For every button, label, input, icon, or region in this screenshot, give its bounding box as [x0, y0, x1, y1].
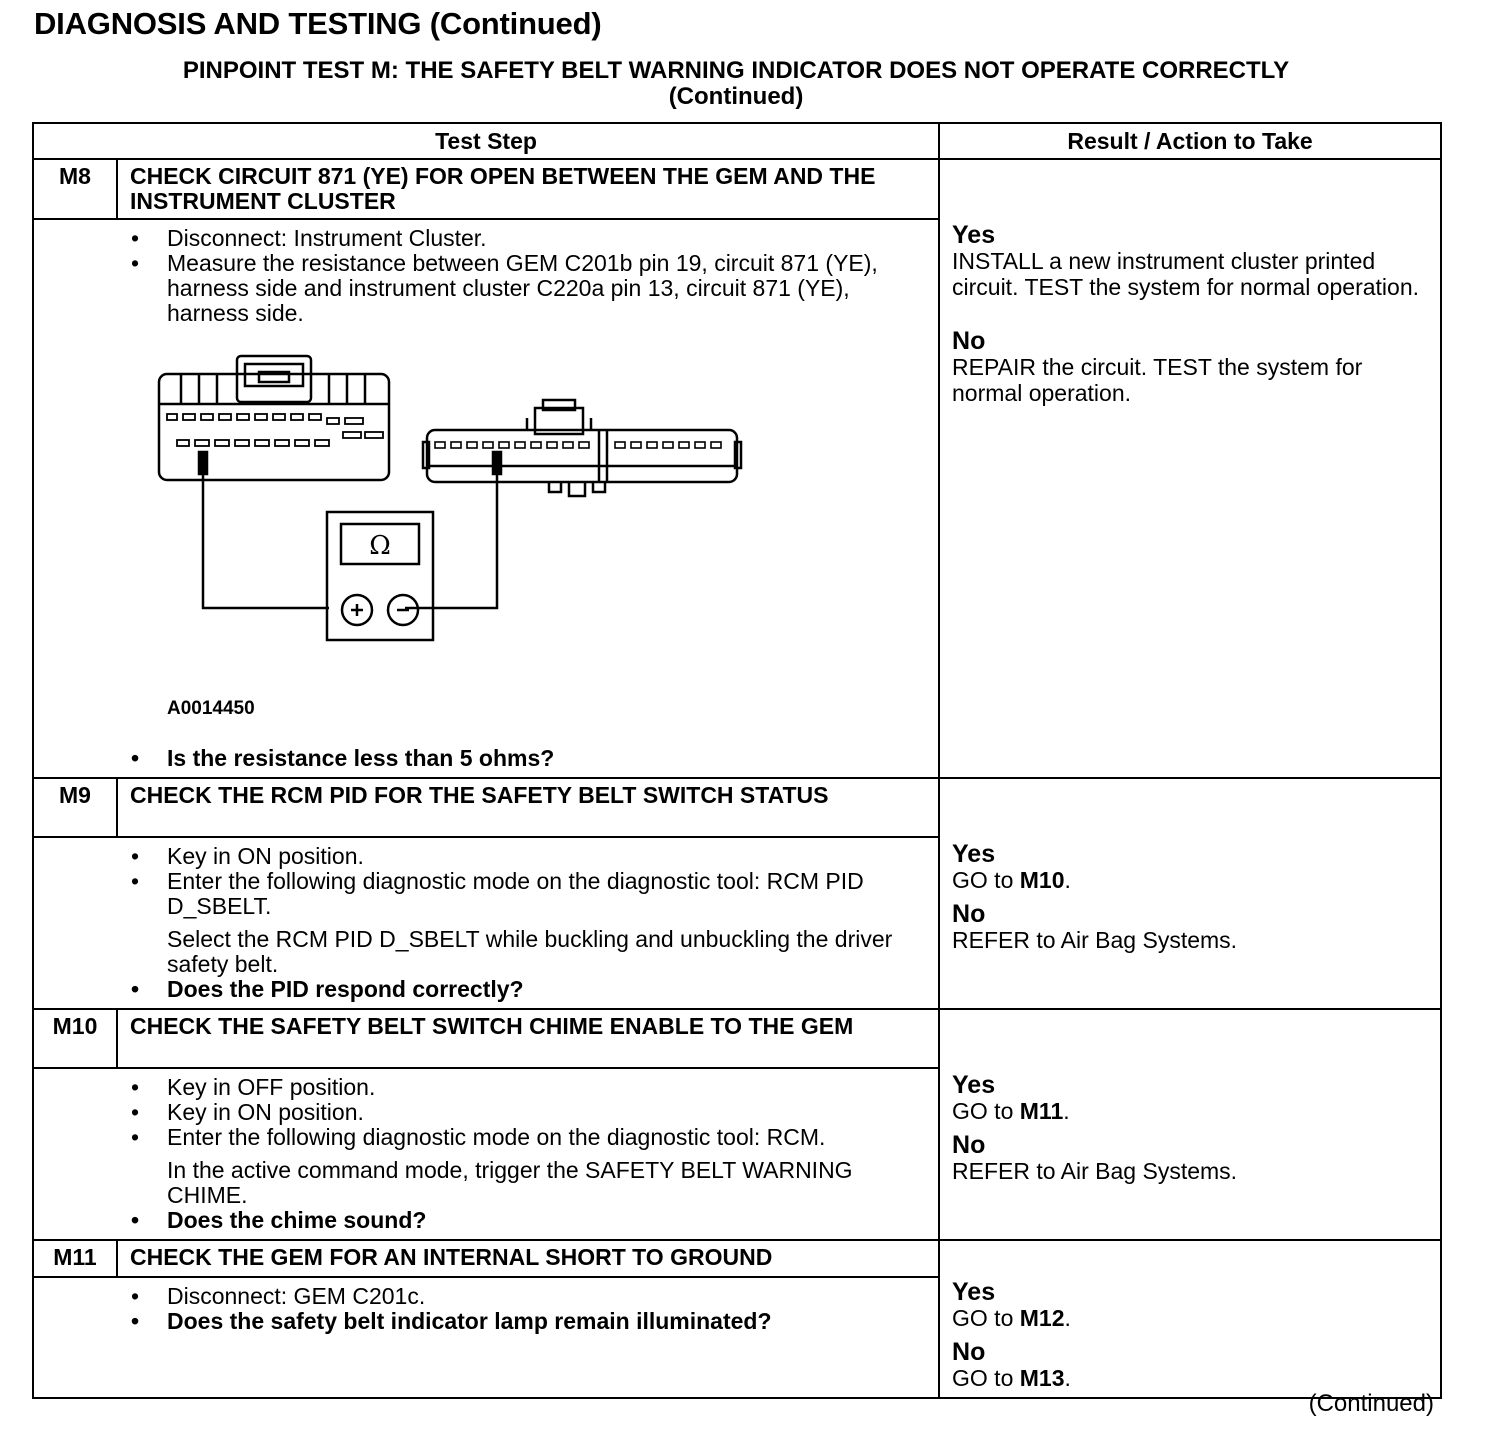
no-label: No — [952, 1131, 986, 1159]
step-ref[interactable]: M10 — [1019, 867, 1065, 893]
step-ref[interactable]: M12 — [1019, 1305, 1065, 1331]
gem-connector — [159, 374, 389, 480]
step-number: M9 — [33, 778, 117, 837]
cluster-connector — [427, 430, 737, 482]
pinpoint-test-table — [32, 122, 1442, 1399]
yes-label: Yes — [952, 1278, 996, 1306]
table-header-row — [33, 123, 1441, 159]
step-number: M8 — [33, 159, 117, 219]
step-m11-title-row — [33, 1240, 1441, 1277]
list-item: • Key in OFF position. — [167, 1075, 930, 1100]
list-item: • Enter the following diagnostic mode on the diagnostic tool: RCM. — [167, 1125, 930, 1150]
step-m8-title-row — [33, 159, 1441, 219]
step-m8-body — [117, 219, 939, 778]
connector-diagram — [129, 326, 749, 746]
list-item: • Disconnect: GEM C201c. — [167, 1284, 930, 1309]
step-note: In the active command mode, trigger the SAFETY BELT WARNING CHIME. — [167, 1157, 853, 1208]
step-title: CHECK THE SAFETY BELT SWITCH CHIME ENABLE TO THE GEM — [117, 1009, 939, 1068]
step-m9-result — [939, 778, 1441, 1009]
pinpoint-line-2: (Continued) — [668, 83, 804, 110]
no-action: REFER to Air Bag Systems. — [952, 927, 1238, 953]
pinpoint-line-1: PINPOINT TEST M: THE SAFETY BELT WARNING INDICATOR DOES NOT OPERATE CORRECTLY — [182, 57, 1290, 84]
list-item: • Does the safety belt indicator lamp remain illuminated? — [167, 1309, 930, 1334]
continued-footer: (Continued) — [1308, 1390, 1434, 1417]
no-action: REPAIR the circuit. TEST the system for normal operation. — [952, 354, 1363, 406]
step-title: CHECK THE RCM PID FOR THE SAFETY BELT SWITCH STATUS — [117, 778, 939, 837]
figure-id: A0014450 — [167, 698, 255, 719]
step-ref[interactable]: M11 — [1019, 1098, 1064, 1124]
step-m8-result — [939, 159, 1441, 778]
step-number: M10 — [33, 1009, 117, 1068]
result-header: Result / Action to Take — [939, 123, 1441, 159]
step-m10-body — [117, 1068, 939, 1240]
list-item: • Disconnect: Instrument Cluster. — [167, 226, 930, 251]
step-m11-result — [939, 1240, 1441, 1398]
pinpoint-test-title — [34, 58, 1438, 110]
no-label: No — [952, 327, 986, 355]
list-item: • Does the PID respond correctly? — [167, 977, 930, 1002]
list-item: • Measure the resistance between GEM C201b pin 19, circuit 871 (YE), harness side and instrument cluster C220a pin 13, circuit 871 (YE), harness side. — [167, 251, 930, 326]
step-title: CHECK CIRCUIT 871 (YE) FOR OPEN BETWEEN THE GEM AND THE INSTRUMENT CLUSTER — [117, 159, 939, 219]
ohm-symbol: Ω — [369, 531, 391, 561]
step-m9-body — [117, 837, 939, 1009]
yes-label: Yes — [952, 1071, 996, 1099]
list-item: • Key in ON position. — [167, 1100, 930, 1125]
yes-action: GO to M12. — [952, 1305, 1071, 1331]
step-m10-title-row — [33, 1009, 1441, 1068]
test-step-header: Test Step — [33, 123, 939, 159]
list-item: • Does the chime sound? — [167, 1208, 930, 1233]
list-item: • Enter the following diagnostic mode on the diagnostic tool: RCM PID D_SBELT. — [167, 869, 930, 919]
list-item: • Key in ON position. — [167, 844, 930, 869]
yes-label: Yes — [952, 221, 996, 249]
step-m9-title-row — [33, 778, 1441, 837]
yes-action: INSTALL a new instrument cluster printed circuit. TEST the system for normal operation. — [952, 248, 1420, 300]
no-action: REFER to Air Bag Systems. — [952, 1158, 1238, 1184]
yes-label: Yes — [952, 840, 996, 868]
step-title: CHECK THE GEM FOR AN INTERNAL SHORT TO GROUND — [117, 1240, 939, 1277]
yes-action: GO to M10. — [952, 867, 1071, 893]
step-m11-body — [117, 1277, 939, 1398]
step-ref[interactable]: M13 — [1019, 1365, 1065, 1391]
step-m10-result — [939, 1009, 1441, 1240]
no-label: No — [952, 1338, 986, 1366]
negative-lead — [203, 474, 329, 608]
no-action: GO to M13. — [952, 1365, 1071, 1391]
list-item: • Is the resistance less than 5 ohms? — [167, 746, 930, 771]
step-number: M11 — [33, 1240, 117, 1277]
no-label: No — [952, 900, 986, 928]
yes-action: GO to M11. — [952, 1098, 1070, 1124]
page-title: DIAGNOSIS AND TESTING (Continued) — [34, 6, 602, 41]
step-note: Select the RCM PID D_SBELT while buckling and unbuckling the driver safety belt. — [167, 926, 893, 977]
resistance-measurement-figure — [129, 326, 930, 746]
